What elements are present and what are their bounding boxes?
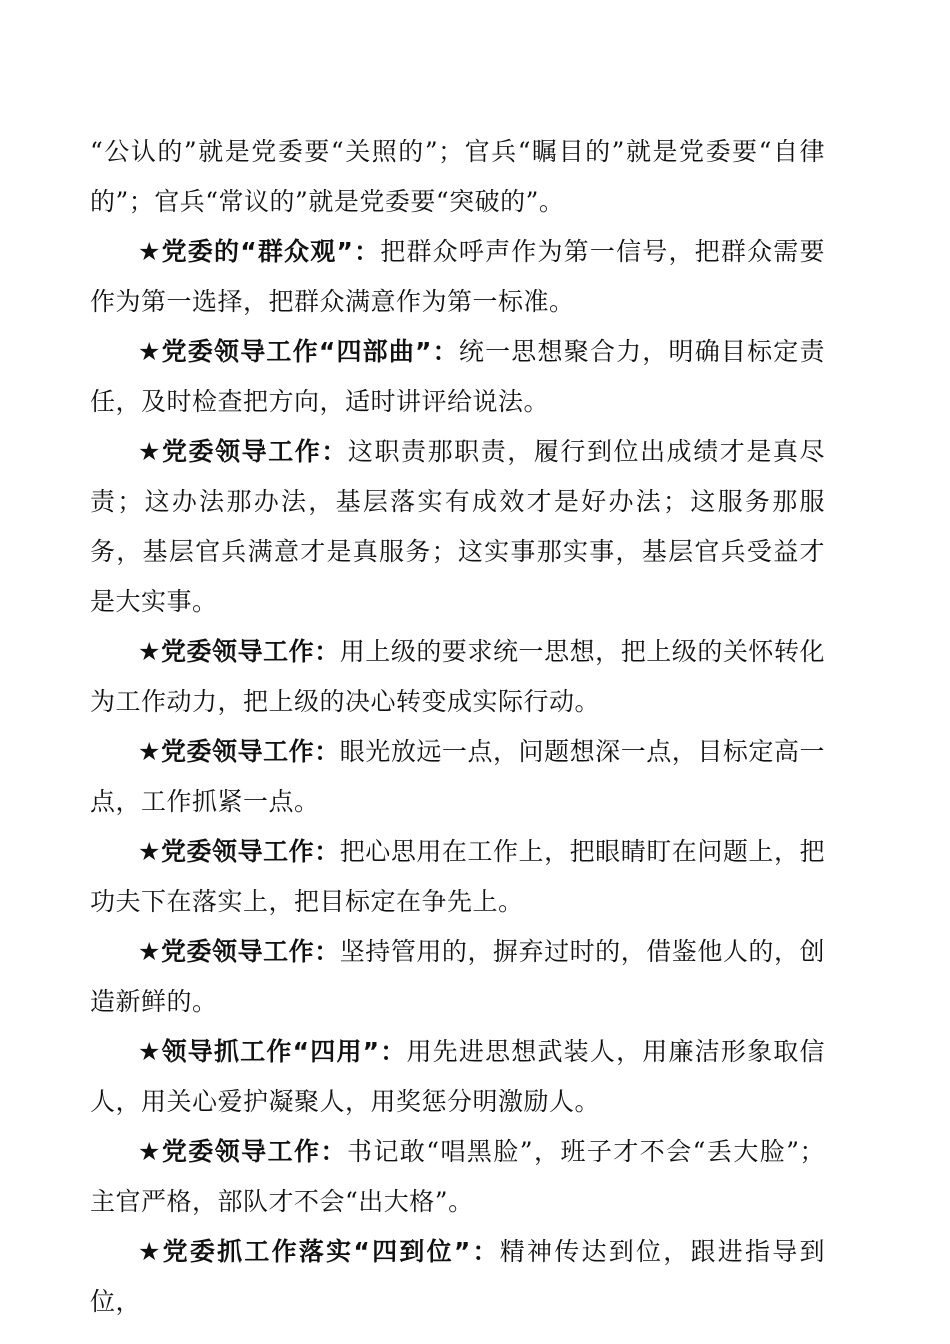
paragraph-lead: ★党委领导工作： [138,637,340,666]
paragraph [90,927,825,1027]
paragraph-text: 用上级的要求统一思想，把上级的关怀转化为工作动力，把上级的决心转变成实际行动。 [90,637,825,716]
paragraph [90,227,825,327]
document-body [90,127,825,1327]
paragraph-text: “公认的”就是党委要“关照的”；官兵“瞩目的”就是党委要“自律的”；官兵“常议的”就是党委要“突破的”。 [90,137,825,216]
paragraph-text: 眼光放远一点，问题想深一点，目标定高一点，工作抓紧一点。 [90,737,825,816]
paragraph-text: 坚持管用的，摒弃过时的，借鉴他人的，创造新鲜的。 [90,937,825,1016]
paragraph-text: 统一思想聚合力，明确目标定责任，及时检查把方向，适时讲评给说法。 [90,337,825,416]
paragraph-text: 用先进思想武装人，用廉洁形象取信人，用关心爱护凝聚人，用奖惩分明激励人。 [90,1037,825,1116]
paragraph-text: 精神传达到位，跟进指导到位， [90,1237,825,1316]
paragraph [90,627,825,727]
paragraph-lead: ★党委领导工作： [138,937,340,966]
paragraph-text: 书记敢“唱黑脸”，班子才不会“丢大脸”；主官严格，部队才不会“出大格”。 [90,1137,825,1216]
paragraph-lead: ★党委领导工作“四部曲”： [138,337,459,366]
paragraph-lead: ★党委的“群众观”： [138,237,381,266]
paragraph-lead: ★党委领导工作： [138,1137,347,1166]
paragraph [90,327,825,427]
paragraph-lead: ★党委领导工作： [138,837,340,866]
paragraph [90,727,825,827]
paragraph [90,1227,825,1327]
paragraph-lead: ★党委抓工作落实“四到位”： [138,1237,500,1266]
paragraph [90,1127,825,1227]
paragraph [90,1027,825,1127]
paragraph-lead: ★党委领导工作： [138,437,348,466]
paragraph-text: 把群众呼声作为第一信号，把群众需要作为第一选择，把群众满意作为第一标准。 [90,237,825,316]
paragraph-text: 把心思用在工作上，把眼睛盯在问题上，把功夫下在落实上，把目标定在争先上。 [90,837,825,916]
paragraph-lead: ★领导抓工作“四用”： [138,1037,407,1066]
paragraph [90,827,825,927]
paragraph [90,427,825,627]
paragraph-lead: ★党委领导工作： [138,737,340,766]
paragraph [90,127,825,227]
paragraph-text: 这职责那职责，履行到位出成绩才是真尽责；这办法那办法，基层落实有成效才是好办法；这服务那服务，基层官兵满意才是真服务；这实事那实事，基层官兵受益才是大实事。 [90,437,825,616]
